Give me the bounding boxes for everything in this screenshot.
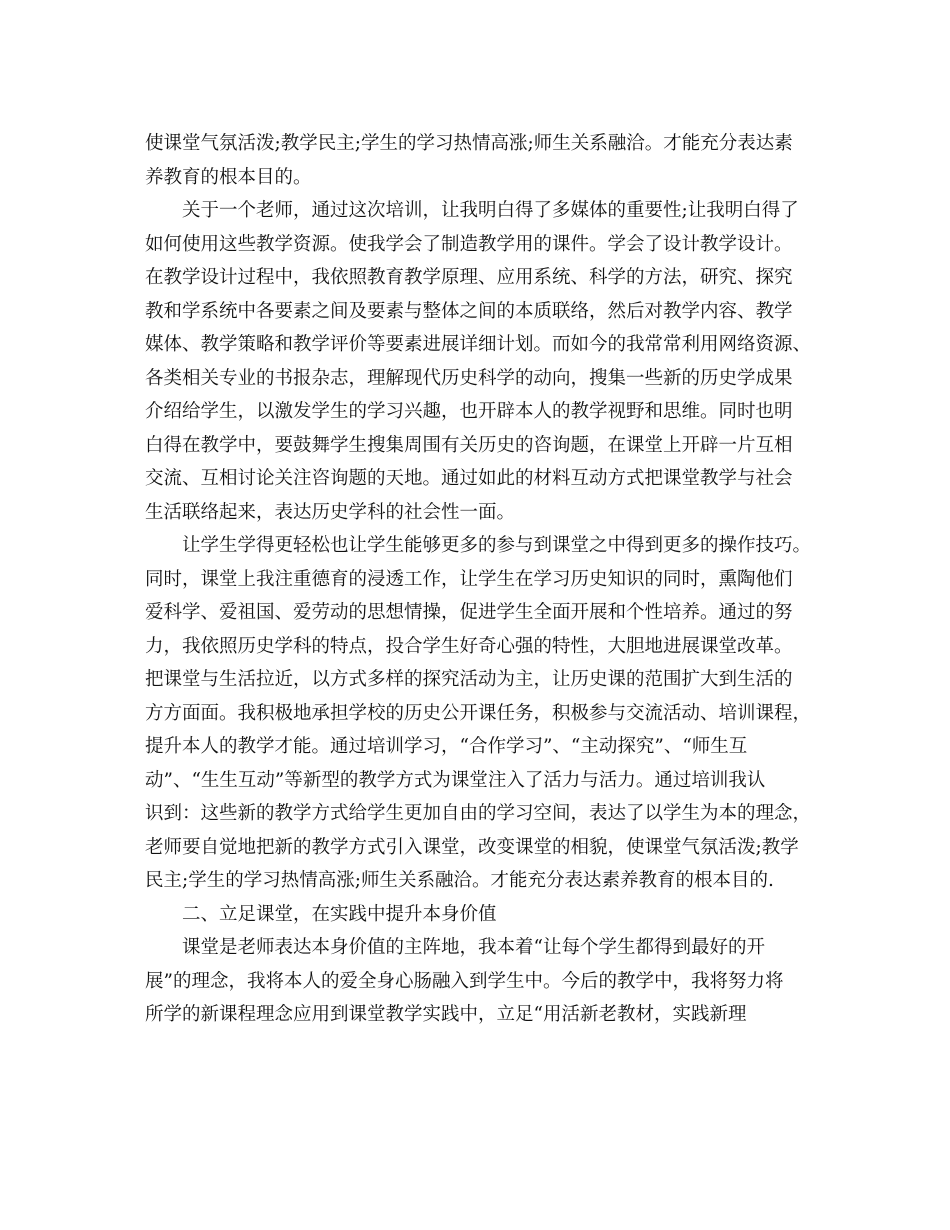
text-line: 在教学设计过程中，我依照教育教学原理、应用系统、科学的方法，研究、探究 (145, 267, 793, 288)
text-line: 所学的新课程理念应用到课堂教学实践中，立足“用活新老教材，实践新理 (145, 1004, 747, 1025)
text-line: 老师要自觉地把新的教学方式引入课堂，改变课堂的相貌，使课堂气氛活泼;教学 (145, 836, 799, 858)
text-line: 各类相关专业的书报杂志，理解现代历史科学的动向，搜集一些新的历史学成果 (145, 367, 793, 389)
document-body (145, 127, 815, 1032)
text-line: 介绍给学生，以激发学生的学习兴趣，也开辟本人的教学视野和思维。同时也明 (145, 401, 793, 422)
text-line: 把课堂与生活拉近，以方式多样的探究活动为主，让历史课的范围扩大到生活的 (145, 669, 793, 690)
text-line: 方方面面。我积极地承担学校的历史公开课任务，积极参与交流活动、培训课程， (145, 702, 812, 724)
text-line: 力，我依照历史学科的特点，投合学生好奇心强的特性，大胆地进展课堂改革。 (145, 635, 793, 657)
text-line: 爱科学、爱祖国、爱劳动的思想情操，促进学生全面开展和个性培养。通过的努 (145, 602, 793, 623)
text-line: 识到：这些新的教学方式给学生更加自由的学习空间，表达了以学生为本的理念， (145, 803, 812, 824)
section-heading: 二、立足课堂，在实践中提升本身价值 (182, 903, 497, 925)
text-line: 民主;学生的学习热情高涨;师生关系融洽。才能充分表达素养教育的根本目的. (145, 870, 774, 891)
text-line: 提升本人的教学才能。通过培训学习，“合作学习”、“主动探究”、“师生互 (145, 736, 748, 757)
paragraph-start-line: 让学生学得更轻松也让学生能够更多的参与到课堂之中得到更多的操作技巧。 (182, 535, 812, 556)
paragraph-start-line: 课堂是老师表达本身价值的主阵地，我本着“让每个学生都得到最好的开 (182, 937, 765, 958)
text-line: 如何使用这些教学资源。使我学会了制造教学用的课件。学会了设计教学设计。 (145, 233, 793, 255)
paragraph-start-line: 关于一个老师，通过这次培训，让我明白得了多媒体的重要性;让我明白得了 (182, 200, 799, 221)
text-line: 动”、“生生互动”等新型的教学方式为课堂注入了活力与活力。通过培训我认 (145, 769, 766, 791)
text-line: 白得在教学中，要鼓舞学生搜集周围有关历史的咨询题，在课堂上开辟一片互相 (145, 434, 793, 456)
text-line: 交流、互相讨论关注咨询题的天地。通过如此的材料互动方式把课堂教学与社会 (145, 468, 793, 489)
text-line: 养教育的根本目的。 (145, 166, 312, 188)
text-line: 生活联络起来，表达历史学科的社会性一面。 (145, 501, 516, 523)
text-line: 同时，课堂上我注重德育的浸透工作，让学生在学习历史知识的同时，熏陶他们 (145, 568, 793, 590)
text-line: 教和学系统中各要素之间及要素与整体之间的本质联络，然后对教学内容、教学 (145, 300, 793, 322)
text-line: 使课堂气氛活泼;教学民主;学生的学习热情高涨;师生关系融洽。才能充分表达素 (145, 133, 793, 154)
text-line: 展”的理念，我将本人的爱全身心肠融入到学生中。今后的教学中，我将努力将 (145, 970, 784, 992)
text-line: 媒体、教学策略和教学评价等要素进展详细计划。而如今的我常常利用网络资源、 (145, 334, 812, 355)
